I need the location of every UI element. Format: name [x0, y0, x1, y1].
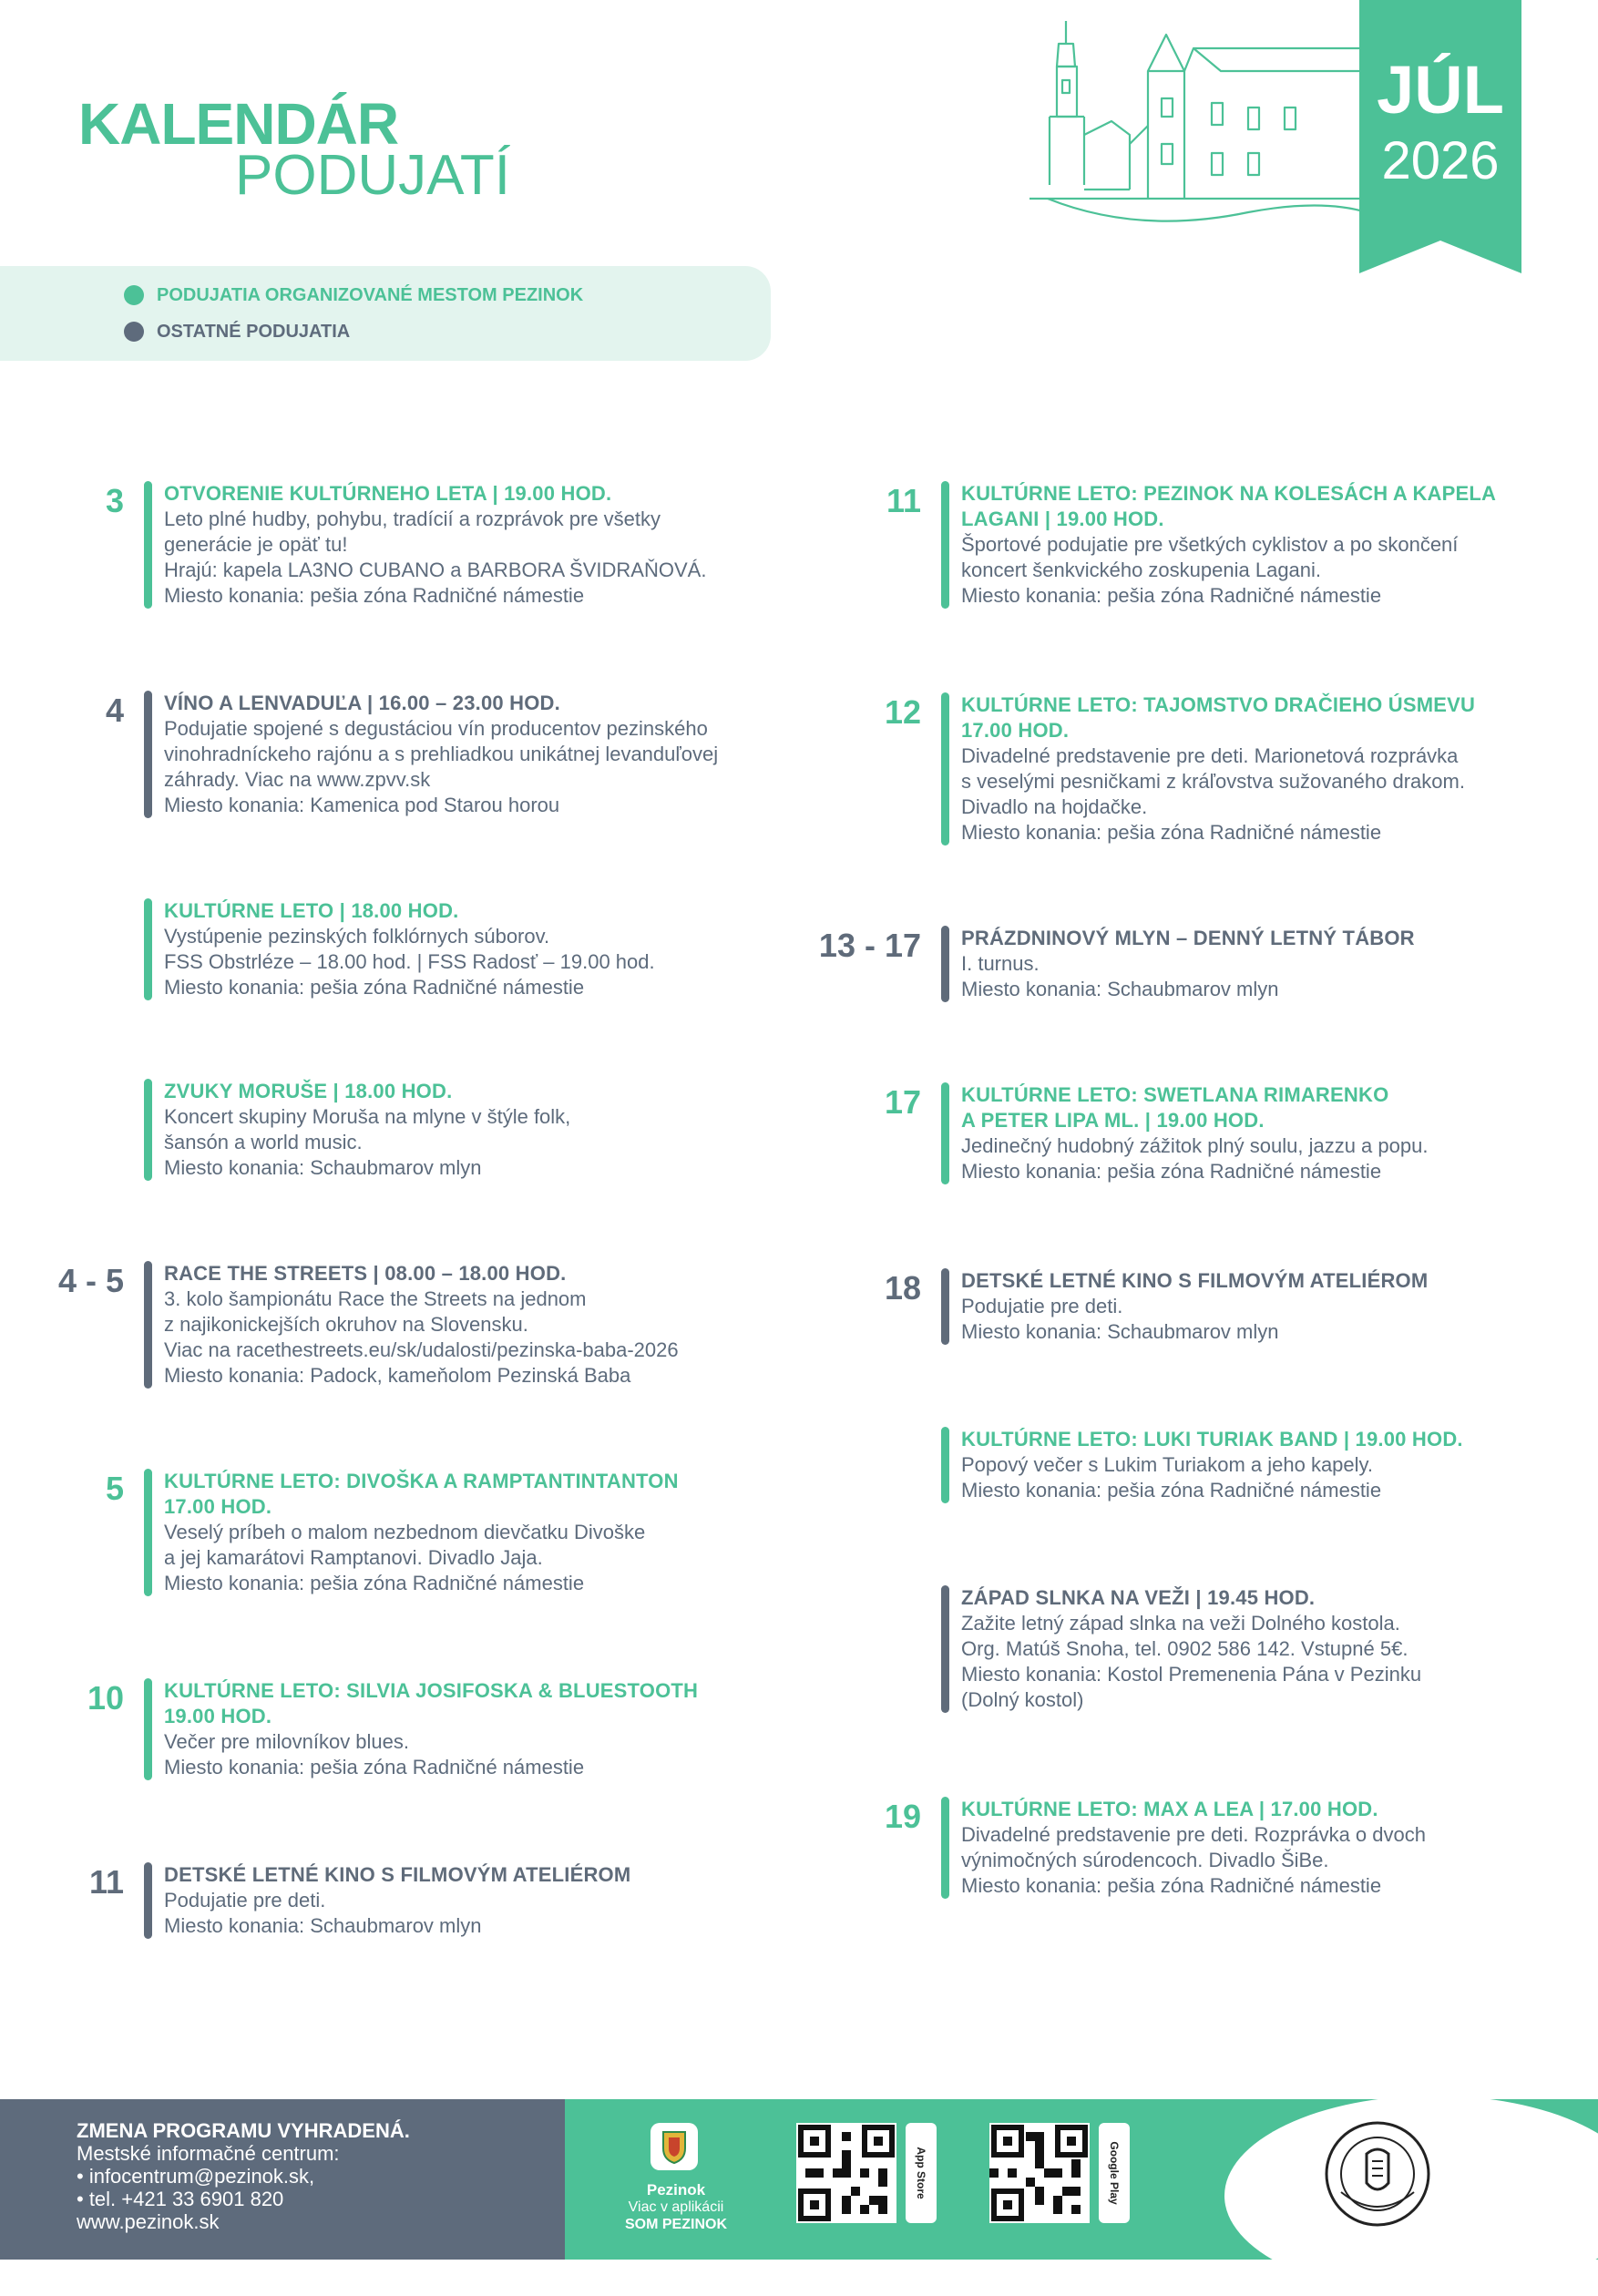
- footer-website[interactable]: www.pezinok.sk: [77, 2210, 220, 2233]
- event-title: KULTÚRNE LETO: LUKI TURIAK BAND | 19.00 HOD.: [961, 1428, 1463, 1450]
- event-text: Miesto konania: pešia zóna Radničné námestie: [961, 1479, 1382, 1502]
- event-item: [884, 1082, 1598, 1184]
- event-text: vinohradníckeho rajónu a s prehliadkou unikátnej levanduľovej: [164, 743, 719, 765]
- event-text: a jej kamarátovi Ramptanovi. Divadlo Jaja.: [164, 1546, 543, 1569]
- event-bar: [941, 926, 949, 1002]
- event-item: [105, 1469, 875, 1596]
- event-text: (Dolný kostol): [961, 1688, 1084, 1711]
- event-date: 11: [886, 482, 921, 519]
- footer-contact: [77, 2119, 410, 2233]
- event-date: 5: [105, 1470, 124, 1507]
- event-text: Večer pre milovníkov blues.: [164, 1730, 410, 1753]
- event-bar: [144, 1678, 152, 1780]
- event-date: 17: [884, 1083, 921, 1121]
- footer-phone[interactable]: • tel. +421 33 6901 820: [77, 2188, 284, 2210]
- event-title: DETSKÉ LETNÉ KINO S FILMOVÝM ATELIÉROM: [164, 1863, 631, 1886]
- event-date: 10: [87, 1679, 124, 1717]
- event-item: [164, 1079, 875, 1181]
- event-item: [88, 1862, 875, 1939]
- event-bar: [144, 1261, 152, 1389]
- event-text: Divadelné predstavenie pre deti. Rozprávka o dvoch: [961, 1823, 1426, 1846]
- event-link-text[interactable]: záhrady. Viac na www.zpvv.sk: [164, 768, 431, 791]
- event-item: [57, 1261, 875, 1389]
- event-text: Zažite letný západ slnka na veži Dolného kostola.: [961, 1612, 1400, 1635]
- event-bar: [941, 1427, 949, 1503]
- app-icon[interactable]: [650, 2123, 698, 2170]
- footer-email[interactable]: • infocentrum@pezinok.sk,: [77, 2165, 315, 2188]
- event-text: Miesto konania: pešia zóna Radničné námestie: [164, 976, 585, 999]
- event-text: Jedinečný hudobný zážitok plný soulu, jazzu a popu.: [961, 1134, 1429, 1157]
- event-title: KULTÚRNE LETO | 18.00 HOD.: [164, 899, 459, 922]
- event-bar: [144, 1469, 152, 1596]
- event-item: [961, 1427, 1598, 1503]
- event-bar: [144, 898, 152, 1000]
- event-link-text[interactable]: Viac na racethestreets.eu/sk/udalosti/pezinska-baba-2026: [164, 1338, 679, 1361]
- event-text: Miesto konania: Kostol Premenenia Pána v Pezinku: [961, 1663, 1422, 1686]
- gray-dot-icon: [124, 322, 144, 342]
- event-date: 12: [884, 693, 921, 731]
- event-text: Divadlo na hojdačke.: [961, 795, 1148, 818]
- event-bar: [941, 481, 949, 609]
- event-text: Miesto konania: pešia zóna Radničné námestie: [961, 584, 1382, 607]
- app-promo: [590, 2181, 762, 2233]
- event-text: Popový večer s Lukim Turiakom a jeho kapely.: [961, 1453, 1374, 1476]
- castle-illustration-icon: [1029, 16, 1367, 226]
- qr-code-google-play[interactable]: [989, 2123, 1090, 2223]
- month-label: JÚL: [1377, 52, 1504, 128]
- event-title: RACE THE STREETS | 08.00 – 18.00 HOD.: [164, 1262, 567, 1285]
- event-text: Miesto konania: pešia zóna Radničné námestie: [164, 1756, 585, 1778]
- event-date: 18: [884, 1269, 921, 1307]
- legend-item-city: [124, 284, 583, 306]
- legend-item-other: [124, 321, 350, 343]
- event-title: DETSKÉ LETNÉ KINO S FILMOVÝM ATELIÉROM: [961, 1269, 1429, 1292]
- legend: [0, 266, 771, 361]
- green-dot-icon: [124, 285, 144, 305]
- event-title: PRÁZDNINOVÝ MLYN – DENNÝ LETNÝ TÁBOR: [961, 927, 1415, 949]
- event-item: [818, 926, 1598, 1002]
- event-date: 4 - 5: [57, 1262, 124, 1299]
- event-bar: [941, 1585, 949, 1713]
- event-date: 11: [88, 1863, 124, 1901]
- event-text: výnimočných súrodencoch. Divadlo ŠiBe.: [961, 1849, 1329, 1871]
- event-text: Org. Matúš Snoha, tel. 0902 586 142. Vstupné 5€.: [961, 1637, 1408, 1660]
- legend-label: PODUJATIA ORGANIZOVANÉ MESTOM PEZINOK: [157, 285, 584, 305]
- event-title: KULTÚRNE LETO: SWETLANA RIMARENKO: [961, 1083, 1389, 1106]
- event-item: [87, 1678, 875, 1780]
- event-text: z najikonickejších okruhov na Slovensku.: [164, 1313, 528, 1336]
- event-item: [884, 1797, 1598, 1899]
- event-title: KULTÚRNE LETO: DIVOŠKA A RAMPTANTINTANTON: [164, 1470, 679, 1492]
- google-play-badge[interactable]: [1099, 2123, 1130, 2223]
- app-name: Pezinok: [646, 2181, 706, 2199]
- event-bar: [144, 1862, 152, 1939]
- legend-label: OSTATNÉ PODUJATIA: [157, 322, 351, 342]
- event-date: 13 - 17: [818, 927, 921, 964]
- app-store-badge[interactable]: [906, 2123, 937, 2223]
- google-play-label: Google Play: [1108, 2141, 1121, 2205]
- event-bar: [144, 691, 152, 818]
- event-text: FSS Obstrléze – 18.00 hod. | FSS Radosť – 19.00 hod.: [164, 950, 655, 973]
- event-text: Miesto konania: Padock, kameňolom Pezinská Baba: [164, 1364, 631, 1387]
- event-text: Divadelné predstavenie pre deti. Marionetová rozprávka: [961, 744, 1459, 767]
- event-item: [961, 1585, 1598, 1713]
- event-title: VÍNO A LENVADUĽA | 16.00 – 23.00 HOD.: [164, 692, 560, 714]
- coat-of-arms-icon: [650, 2123, 698, 2170]
- event-text: generácie je opäť tu!: [164, 533, 348, 556]
- app-line-bold: SOM PEZINOK: [624, 2217, 727, 2232]
- event-text: Hrajú: kapela LA3NO CUBANO a BARBORA ŠVIDRAŇOVÁ.: [164, 559, 707, 581]
- event-title: ZÁPAD SLNKA NA VEŽI | 19.45 HOD.: [961, 1586, 1316, 1609]
- event-text: Podujatie pre deti.: [164, 1889, 326, 1912]
- event-bar: [941, 1082, 949, 1184]
- event-text: Miesto konania: pešia zóna Radničné námestie: [961, 1160, 1382, 1183]
- event-title-time: A PETER LIPA ML. | 19.00 HOD.: [961, 1109, 1265, 1132]
- event-bar: [941, 1797, 949, 1899]
- page-subtitle: PODUJATÍ: [235, 144, 510, 207]
- year-label: 2026: [1381, 131, 1500, 190]
- event-text: Veselý príbeh o malom nezbednom dievčatku Divoške: [164, 1521, 646, 1543]
- event-date: 4: [105, 692, 124, 729]
- event-text: 3. kolo šampionátu Race the Streets na jednom: [164, 1287, 587, 1310]
- event-title: KULTÚRNE LETO: TAJOMSTVO DRAČIEHO ÚSMEVU: [961, 693, 1476, 716]
- event-item: [884, 1268, 1598, 1345]
- event-item: [884, 692, 1598, 846]
- event-title: ZVUKY MORUŠE | 18.00 HOD.: [164, 1080, 453, 1102]
- app-store-label: App Store: [915, 2147, 927, 2199]
- event-text: Leto plné hudby, pohybu, tradícií a rozprávok pre všetky: [164, 507, 661, 530]
- page-title: KALENDÁR: [78, 91, 399, 157]
- event-text: Miesto konania: Schaubmarov mlyn: [164, 1156, 482, 1179]
- event-text: s veselými pesničkami z kráľovstva sužovaného drakom.: [961, 770, 1465, 793]
- footer-line: Mestské informačné centrum:: [77, 2142, 340, 2165]
- event-title-time: 17.00 HOD.: [164, 1495, 272, 1518]
- event-text: Športové podujatie pre všetkých cyklistov a po skončení: [961, 533, 1459, 556]
- event-text: Miesto konania: pešia zóna Radničné námestie: [961, 1874, 1382, 1897]
- event-text: Koncert skupiny Moruša na mlyne v štýle folk,: [164, 1105, 571, 1128]
- event-title-time: 19.00 HOD.: [164, 1705, 272, 1727]
- event-item: [105, 481, 875, 609]
- event-text: Miesto konania: Schaubmarov mlyn: [961, 1320, 1279, 1343]
- event-item: [105, 691, 875, 818]
- footer-notice: ZMENA PROGRAMU VYHRADENÁ.: [77, 2119, 410, 2142]
- event-text: Podujatie spojené s degustáciou vín producentov pezinského: [164, 717, 708, 740]
- event-text: Podujatie pre deti.: [961, 1295, 1123, 1317]
- event-title: KULTÚRNE LETO: PEZINOK NA KOLESÁCH A KAPELA: [961, 482, 1497, 505]
- event-text: šansón a world music.: [164, 1131, 363, 1153]
- event-text: Vystúpenie pezinských folklórnych súborov.: [164, 925, 550, 948]
- city-seal-icon: [1323, 2119, 1432, 2229]
- event-text: koncert šenkvického zoskupenia Lagani.: [961, 559, 1322, 581]
- event-title-time: 17.00 HOD.: [961, 719, 1070, 742]
- event-date: 3: [105, 482, 124, 519]
- event-bar: [941, 1268, 949, 1345]
- event-text: Miesto konania: pešia zóna Radničné námestie: [164, 1572, 585, 1594]
- event-text: Miesto konania: pešia zóna Radničné námestie: [164, 584, 585, 607]
- event-text: Miesto konania: Kamenica pod Starou horou: [164, 794, 560, 816]
- qr-code-app-store[interactable]: [796, 2123, 896, 2223]
- event-date: 19: [884, 1798, 921, 1835]
- qr-code-icon: [989, 2123, 1090, 2223]
- event-title: KULTÚRNE LETO: MAX A LEA | 17.00 HOD.: [961, 1798, 1378, 1820]
- event-bar: [941, 692, 949, 846]
- event-text: I. turnus.: [961, 952, 1040, 975]
- event-text: Miesto konania: Schaubmarov mlyn: [961, 978, 1279, 1000]
- event-title-time: LAGANI | 19.00 HOD.: [961, 507, 1164, 530]
- event-bar: [144, 1079, 152, 1181]
- event-text: Miesto konania: pešia zóna Radničné námestie: [961, 821, 1382, 844]
- qr-code-icon: [796, 2123, 896, 2223]
- event-title: OTVORENIE KULTÚRNEHO LETA | 19.00 HOD.: [164, 482, 612, 505]
- event-text: Miesto konania: Schaubmarov mlyn: [164, 1914, 482, 1937]
- event-item: [886, 481, 1598, 609]
- event-title: KULTÚRNE LETO: SILVIA JOSIFOSKA & BLUESTOOTH: [164, 1679, 699, 1702]
- event-item: [164, 898, 875, 1000]
- event-bar: [144, 481, 152, 609]
- app-line: Viac v aplikácii: [628, 2199, 724, 2215]
